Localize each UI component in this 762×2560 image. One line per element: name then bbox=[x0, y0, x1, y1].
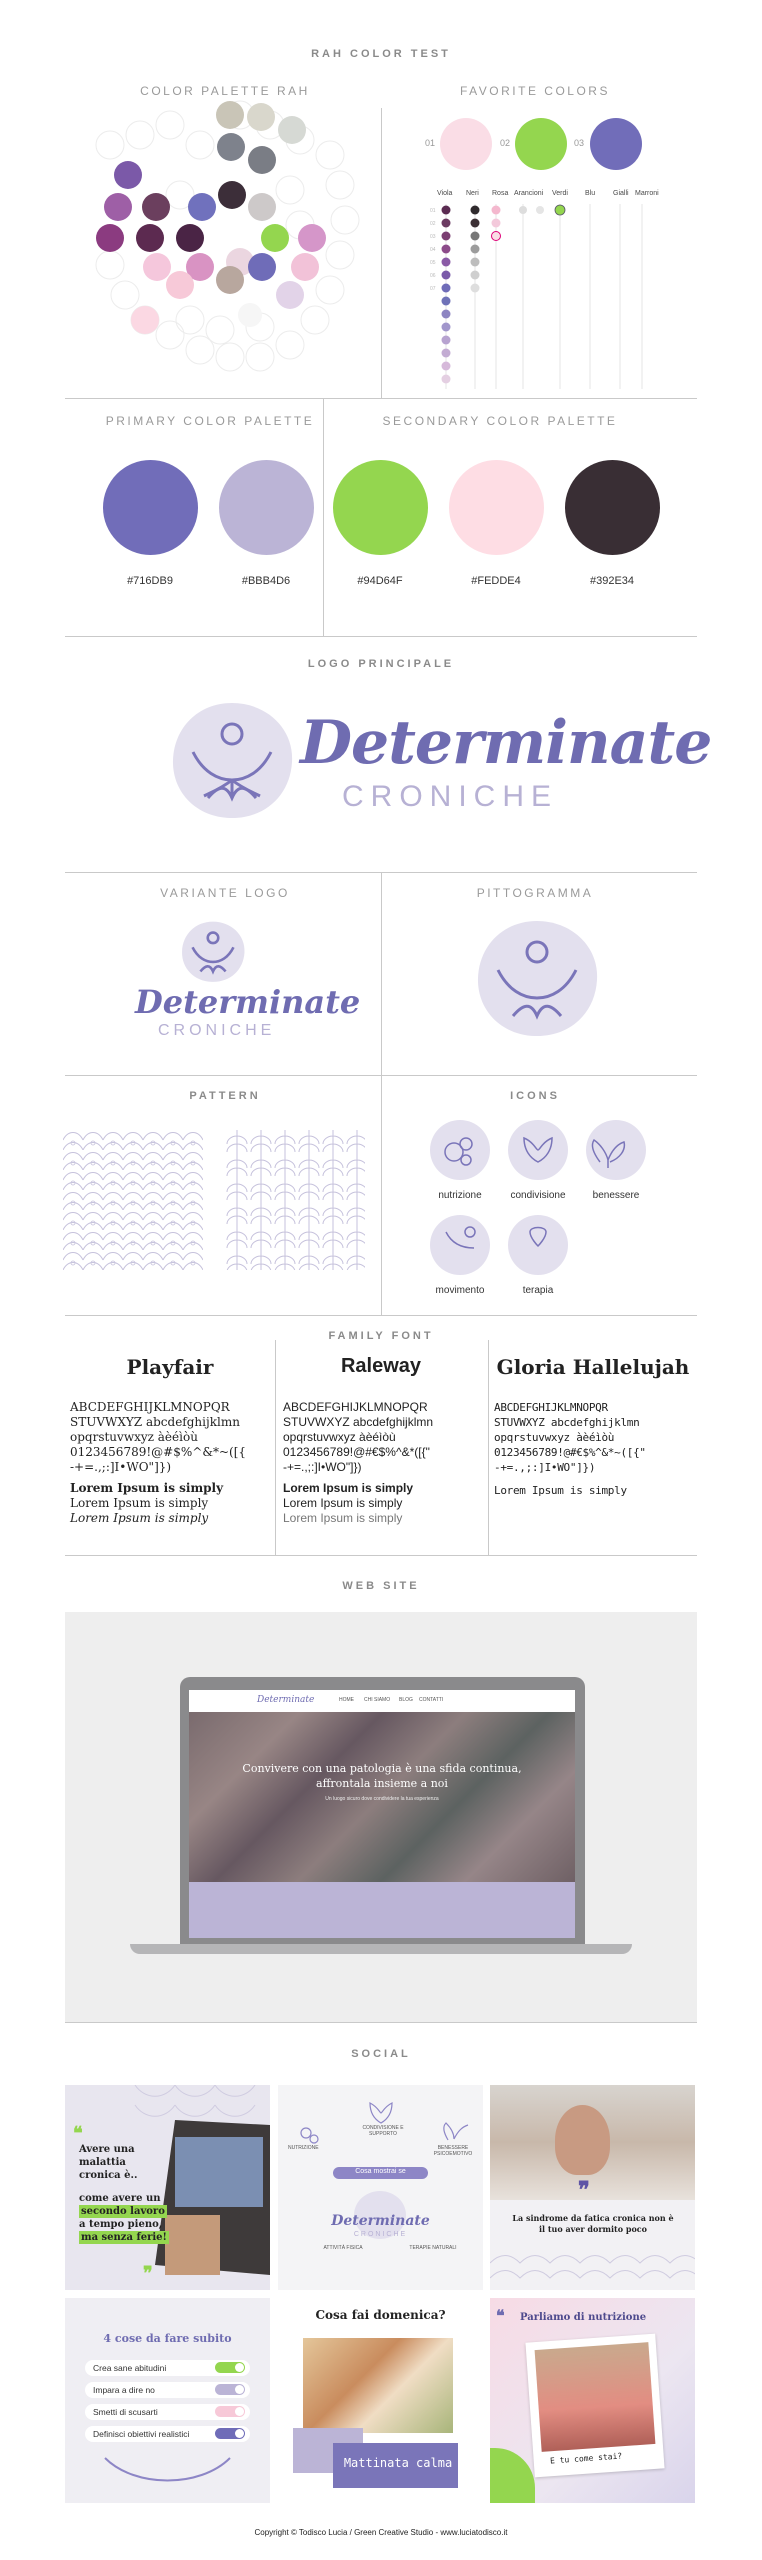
footer-copyright: Copyright © Todisco Lucia / Green Creative Studio - www.luciatodisco.it bbox=[254, 2528, 508, 2537]
logo-wordmark-croniche: CRONICHE bbox=[342, 780, 559, 813]
site-footer-band bbox=[189, 1882, 575, 1938]
post4-item-1: Crea sane abitudini bbox=[85, 2360, 250, 2376]
primary-palette-title: PRIMARY COLOR PALETTE bbox=[105, 414, 315, 428]
post6-caption: E tu come stai? bbox=[549, 2451, 623, 2466]
post5-caption: Mattinata calma bbox=[343, 2456, 453, 2470]
variante-logo-determinate: Determinate bbox=[135, 983, 361, 1021]
post1-text: Avere una malattia cronica è.. come avere un secondo lavoro a tempo pieno, ma senza ferie! bbox=[79, 2144, 167, 2243]
secondary-palette-title: SECONDARY COLOR PALETTE bbox=[382, 414, 618, 428]
site-nav-contatti[interactable]: CONTATTI bbox=[419, 1697, 444, 1703]
post4-title: 4 cose da fare subito bbox=[103, 2332, 232, 2345]
icon-label-terapia: terapia bbox=[522, 1285, 554, 1296]
social-post-6: ❝ Parliamo di nutrizione E tu come stai? bbox=[490, 2298, 695, 2503]
font-sample-playfair: ABCDEFGHIJKLMNOPQR STUVWXYZ abcdefghijklmn opqrstuvwxyz àèéìòù 0123456789!@#$%^&*~([{ -+=.,;:]I•WO"]}) Lorem Ipsum is simply Lorem Ipsum is simply Lorem Ipsum is simply bbox=[70, 1400, 247, 1525]
social-post-4 bbox=[65, 2298, 270, 2503]
fav-num-1: 01 bbox=[425, 138, 436, 148]
color-palette-rah-title: COLOR PALETTE RAH bbox=[140, 84, 310, 98]
icons-title: ICONS bbox=[510, 1090, 560, 1102]
social-post-2: NUTRIZIONE CONDIVISIONE E SUPPORTO BENESSERE PSICOEMOTIVO ATTIVITÀ FISICA TERAPIE NATURALI Cosa mostrai se Determinate CRONICHE bbox=[278, 2085, 483, 2290]
icon-label-movimento: movimento bbox=[435, 1285, 485, 1296]
pattern-title: PATTERN bbox=[189, 1090, 261, 1102]
post4-item-2: Impara a dire no bbox=[85, 2382, 250, 2398]
post2-band: Cosa mostrai se bbox=[355, 2168, 406, 2175]
color-column-headers: Viola Neri Rosa Arancioni Verdi Blu Gialli Marroni bbox=[437, 190, 659, 197]
web-site-title: WEB SITE bbox=[342, 1580, 420, 1592]
site-logo[interactable]: Determinate bbox=[257, 1695, 315, 1705]
svg-text:05: 05 bbox=[430, 260, 436, 266]
post3-text: La sindrome da fatica cronica non è il tuo aver dormito poco bbox=[512, 2213, 674, 2234]
secondary-hex-1: #94D64F bbox=[357, 575, 403, 587]
post4-item-3: Smetti di scusarti bbox=[85, 2404, 250, 2420]
icon-label-nutrizione: nutrizione bbox=[438, 1190, 482, 1201]
font-name-gloria: Gloria Hallelujah bbox=[496, 1355, 690, 1379]
site-hero-line-2: affrontala insieme a noi bbox=[316, 1777, 448, 1790]
site-nav-home[interactable]: HOME bbox=[339, 1697, 354, 1703]
primary-hex-2: #BBB4D6 bbox=[241, 575, 291, 587]
logo-principale-title: LOGO PRINCIPALE bbox=[307, 658, 455, 670]
post2-logo-word1: Determinate bbox=[331, 2213, 430, 2229]
fav-swatch-2 bbox=[515, 118, 567, 170]
font-name-playfair: Playfair bbox=[126, 1355, 214, 1379]
primary-swatch-2 bbox=[219, 460, 314, 555]
site-hero-sub: Un luogo sicuro dove condividere la tua esperienza bbox=[325, 1796, 439, 1802]
post4-item-4: Definisci obiettivi realistici bbox=[85, 2426, 250, 2442]
svg-text:03: 03 bbox=[430, 234, 436, 240]
logo-wordmark-determinate: Determinate bbox=[300, 708, 712, 778]
fav-num-3: 03 bbox=[574, 138, 585, 148]
site-nav-blog[interactable]: BLOG bbox=[399, 1697, 413, 1703]
svg-text:01: 01 bbox=[430, 208, 436, 214]
primary-swatch-1 bbox=[103, 460, 198, 555]
icon-label-benessere: benessere bbox=[592, 1190, 640, 1201]
primary-hex-1: #716DB9 bbox=[127, 575, 173, 587]
secondary-swatch-3 bbox=[565, 460, 660, 555]
variante-logo-title: VARIANTE LOGO bbox=[160, 886, 290, 900]
font-sample-raleway: ABCDEFGHIJKLMNOPQR STUVWXYZ abcdefghijklmn opqrstuvwxyz àèéìòù 0123456789!@#€$%^&*([{" -+=.,;:]I•WO"]}) Lorem Ipsum is simply Lorem Ipsum is simply Lorem Ipsum is simply bbox=[283, 1400, 434, 1525]
laptop-screen bbox=[189, 1690, 575, 1938]
color-dot-grid bbox=[430, 204, 670, 394]
family-font-title: FAMILY FONT bbox=[328, 1330, 434, 1342]
post6-title: Parliamo di nutrizione bbox=[520, 2312, 647, 2323]
font-name-raleway: Raleway bbox=[340, 1355, 422, 1377]
svg-text:04: 04 bbox=[430, 247, 436, 253]
logo-pictogram bbox=[168, 700, 296, 822]
secondary-swatch-1 bbox=[333, 460, 428, 555]
svg-text:07: 07 bbox=[430, 286, 436, 292]
favorite-colors-title: FAVORITE COLORS bbox=[460, 84, 610, 98]
social-post-5 bbox=[278, 2298, 483, 2503]
fav-num-2: 02 bbox=[500, 138, 511, 148]
variante-logo-pictogram bbox=[179, 920, 247, 984]
site-nav-chi-siamo[interactable]: CHI SIAMO bbox=[364, 1697, 391, 1703]
pittogramma-icon bbox=[473, 918, 601, 1040]
laptop-base bbox=[130, 1944, 632, 1954]
secondary-swatch-2 bbox=[449, 460, 544, 555]
pittogramma-title: PITTOGRAMMA bbox=[476, 886, 594, 900]
fav-swatch-1 bbox=[440, 118, 492, 170]
color-bubble-cloud bbox=[90, 95, 380, 385]
social-title: SOCIAL bbox=[351, 2048, 411, 2060]
pattern-swatch-2 bbox=[225, 1130, 365, 1270]
secondary-hex-2: #FEDDE4 bbox=[471, 575, 521, 587]
fav-swatch-3 bbox=[590, 118, 642, 170]
site-hero-line-1: Convivere con una patologia è una sfida continua, bbox=[242, 1762, 522, 1775]
svg-text:06: 06 bbox=[430, 273, 436, 279]
post2-logo-word2: CRONICHE bbox=[353, 2231, 408, 2238]
social-post-3: ❞ La sindrome da fatica cronica non è il tuo aver dormito poco bbox=[490, 2085, 695, 2290]
font-sample-gloria: ABCDEFGHIJKLMNOPQR STUVWXYZ abcdefghijklmn opqrstuvwxyz àèéìòù 0123456789!@#€$%^&*~([{" -+=.,;:]I•WO"]}) Lorem Ipsum is simply bbox=[494, 1401, 646, 1497]
post5-title: Cosa fai domenica? bbox=[315, 2308, 446, 2322]
pattern-swatch-1 bbox=[63, 1130, 203, 1270]
icon-label-condivisione: condivisione bbox=[510, 1190, 566, 1201]
secondary-hex-3: #392E34 bbox=[589, 575, 635, 587]
variante-logo-croniche: CRONICHE bbox=[158, 1022, 276, 1039]
page-title: RAH COLOR TEST bbox=[311, 48, 451, 60]
social-post-1: ❝ Avere una malattia cronica è.. come avere un secondo lavoro a tempo pieno, ma senza ferie! ❞ bbox=[65, 2085, 270, 2290]
site-navbar bbox=[189, 1690, 575, 1712]
svg-text:02: 02 bbox=[430, 221, 436, 227]
